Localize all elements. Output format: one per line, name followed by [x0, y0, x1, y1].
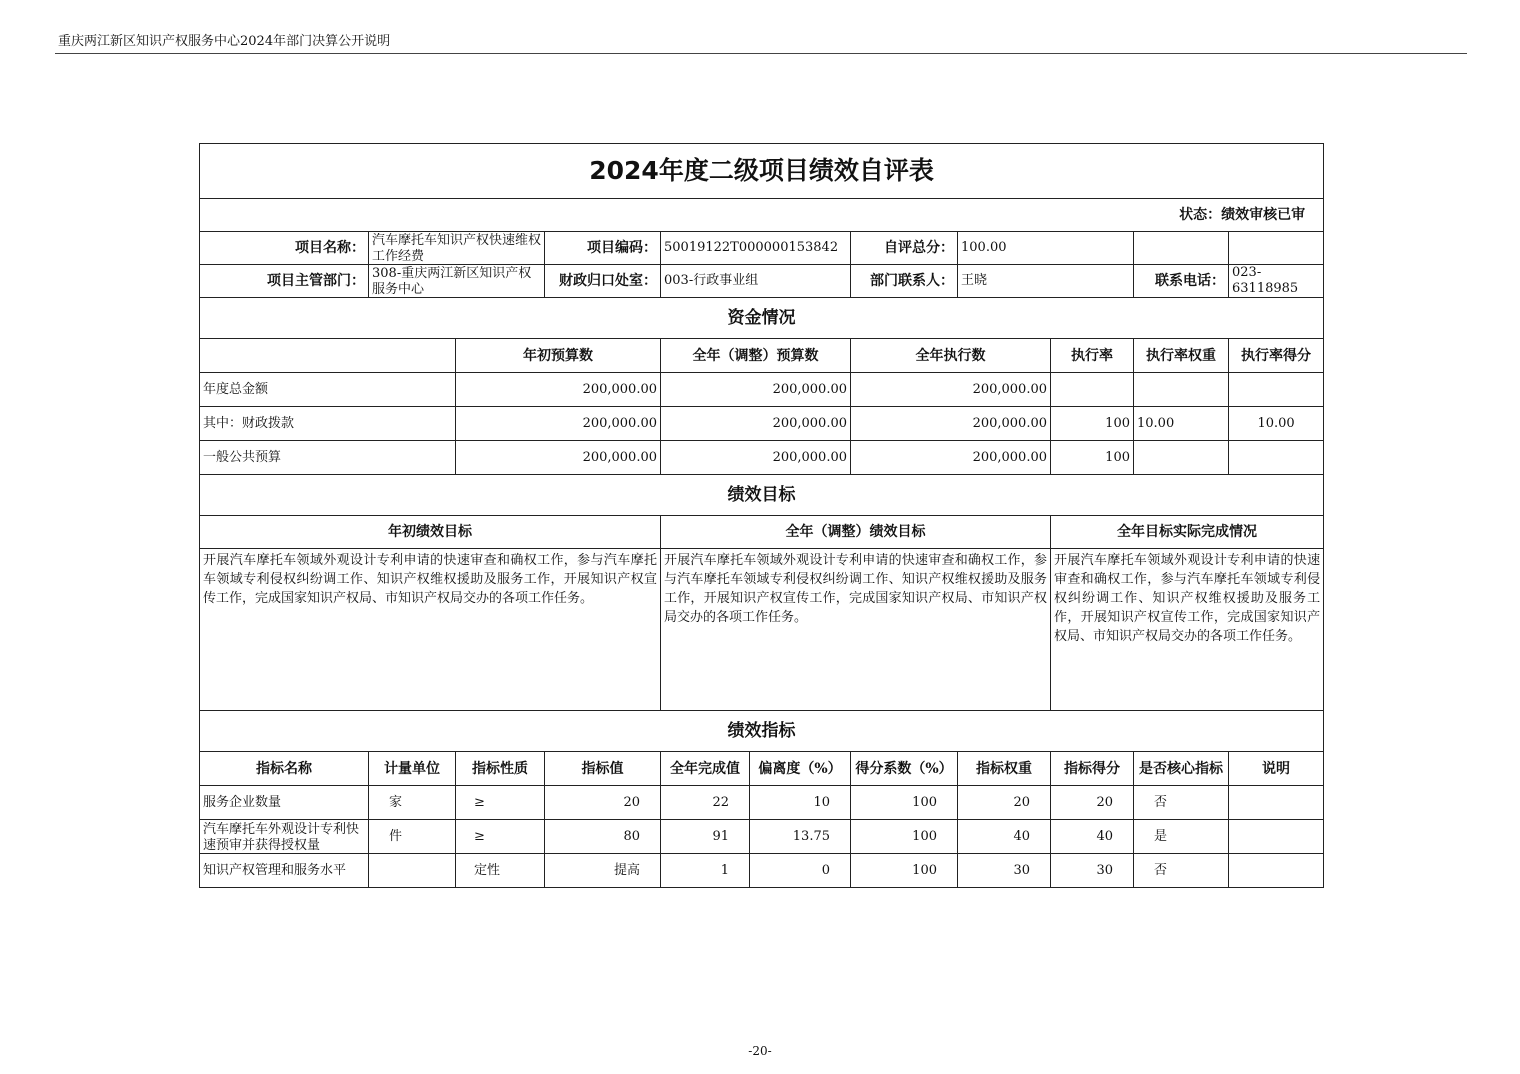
- indicator-target: 提高: [545, 854, 661, 888]
- dept-cell: [369, 265, 545, 298]
- empty-cell: [200, 339, 456, 373]
- indicator-name: 汽车摩托车外观设计专利快速预审并获得授权量: [203, 821, 360, 852]
- table-title: 2024年度二级项目绩效自评表: [200, 144, 1324, 199]
- project-name-cell: [369, 232, 545, 265]
- col-header: 是否核心指标: [1134, 752, 1229, 786]
- col-header: 年初绩效目标: [200, 516, 661, 549]
- empty-cell: [1134, 232, 1229, 265]
- indicators-section-title: 绩效指标: [200, 711, 1324, 752]
- col-header: 指标得分: [1051, 752, 1134, 786]
- indicator-nature: ≥: [456, 820, 545, 854]
- table-row: [200, 854, 1324, 888]
- adjusted-goal-text: 开展汽车摩托车领域外观设计专利申请的快速审查和确权工作，参与汽车摩托车领域专利侵权纠纷调工作、知识产权维权援助及服务工作，开展知识产权宣传工作，完成国家知识产权局、市知识产权局交办的各项工作任务。: [661, 549, 1051, 711]
- col-header: 指标性质: [456, 752, 545, 786]
- indicator-coef: 100: [851, 820, 958, 854]
- header-rule: [55, 53, 1467, 54]
- fund-weight: [1134, 441, 1229, 475]
- indicator-target: 20: [545, 786, 661, 820]
- indicator-core: 否: [1134, 854, 1229, 888]
- col-header: 全年执行数: [851, 339, 1051, 373]
- dept-value: 308-重庆两江新区知识产权服务中心: [372, 266, 532, 296]
- indicator-core: 是: [1134, 820, 1229, 854]
- col-header: 全年目标实际完成情况: [1051, 516, 1324, 549]
- col-header: 全年完成值: [661, 752, 750, 786]
- phone-label: 联系电话：: [1134, 265, 1229, 298]
- indicator-score: 20: [1051, 786, 1134, 820]
- finance-label: 财政归口处室：: [545, 265, 661, 298]
- indicator-unit: 家: [369, 786, 456, 820]
- indicator-name: 知识产权管理和服务水平: [200, 854, 369, 888]
- col-header: 得分系数（%）: [851, 752, 958, 786]
- fund-initial: 200,000.00: [456, 373, 661, 407]
- performance-table: [199, 143, 1324, 888]
- fund-initial: 200,000.00: [456, 407, 661, 441]
- fund-weight: [1134, 373, 1229, 407]
- empty-cell: [1229, 232, 1324, 265]
- indicator-deviation: 10: [750, 786, 851, 820]
- contact-value: 王晓: [958, 265, 1134, 298]
- indicator-coef: 100: [851, 786, 958, 820]
- indicator-core: 否: [1134, 786, 1229, 820]
- col-header: 指标值: [545, 752, 661, 786]
- indicator-target: 80: [545, 820, 661, 854]
- indicator-nature: 定性: [456, 854, 545, 888]
- project-code-label: 项目编码：: [545, 232, 661, 265]
- fund-weight: 10.00: [1134, 407, 1229, 441]
- indicator-deviation: 13.75: [750, 820, 851, 854]
- fund-executed: 200,000.00: [851, 441, 1051, 475]
- indicator-coef: 100: [851, 854, 958, 888]
- col-header: 执行率: [1051, 339, 1134, 373]
- fund-executed: 200,000.00: [851, 373, 1051, 407]
- status-text: 状态：绩效审核已审: [200, 199, 1324, 232]
- page-header: 重庆两江新区知识产权服务中心2024年部门决算公开说明: [58, 34, 391, 49]
- table-row: [200, 373, 1324, 407]
- indicator-weight: 30: [958, 854, 1051, 888]
- indicator-note: [1229, 854, 1324, 888]
- col-header: 年初预算数: [456, 339, 661, 373]
- fund-score: [1229, 441, 1324, 475]
- dept-label: 项目主管部门：: [200, 265, 369, 298]
- fund-rate: 100: [1051, 441, 1134, 475]
- contact-label: 部门联系人：: [851, 265, 958, 298]
- project-code-value: 50019122T000000153842: [661, 232, 851, 265]
- initial-goal-text: 开展汽车摩托车领域外观设计专利申请的快速审查和确权工作，参与汽车摩托车领域专利侵权纠纷调工作、知识产权维权援助及服务工作，开展知识产权宣传工作，完成国家知识产权局、市知识产权局交办的各项工作任务。: [200, 549, 661, 711]
- fund-name: 其中：财政拨款: [200, 407, 456, 441]
- indicator-score: 40: [1051, 820, 1134, 854]
- indicator-deviation: 0: [750, 854, 851, 888]
- col-header: 执行率权重: [1134, 339, 1229, 373]
- fund-adjusted: 200,000.00: [661, 373, 851, 407]
- table-row: [200, 407, 1324, 441]
- goals-section-title: 绩效目标: [200, 475, 1324, 516]
- col-header: 偏离度（%）: [750, 752, 851, 786]
- fund-score: [1229, 373, 1324, 407]
- indicator-note: [1229, 786, 1324, 820]
- indicator-actual: 1: [661, 854, 750, 888]
- table-row: [200, 441, 1324, 475]
- fund-name: 年度总金额: [200, 373, 456, 407]
- funds-section-title: 资金情况: [200, 298, 1324, 339]
- score-value: 100.00: [958, 232, 1134, 265]
- fund-rate: 100: [1051, 407, 1134, 441]
- phone-value: 023-63118985: [1229, 265, 1324, 298]
- table-row: [200, 820, 1324, 854]
- indicator-note: [1229, 820, 1324, 854]
- fund-adjusted: 200,000.00: [661, 407, 851, 441]
- indicator-score: 30: [1051, 854, 1134, 888]
- indicator-unit: 件: [369, 820, 456, 854]
- fund-rate: [1051, 373, 1134, 407]
- fund-adjusted: 200,000.00: [661, 441, 851, 475]
- indicator-nature: ≥: [456, 786, 545, 820]
- fund-executed: 200,000.00: [851, 407, 1051, 441]
- col-header: 全年（调整）绩效目标: [661, 516, 1051, 549]
- finance-value: 003-行政事业组: [661, 265, 851, 298]
- project-name-value: 汽车摩托车知识产权快速维权工作经费: [372, 233, 541, 263]
- indicator-weight: 20: [958, 786, 1051, 820]
- indicator-weight: 40: [958, 820, 1051, 854]
- col-header: 计量单位: [369, 752, 456, 786]
- page-number: -20-: [748, 1044, 772, 1058]
- indicator-unit: [369, 854, 456, 888]
- table-row: [200, 786, 1324, 820]
- fund-score: 10.00: [1229, 407, 1324, 441]
- col-header: 全年（调整）预算数: [661, 339, 851, 373]
- col-header: 指标名称: [200, 752, 369, 786]
- col-header: 说明: [1229, 752, 1324, 786]
- project-name-label: 项目名称：: [200, 232, 369, 265]
- indicator-actual: 22: [661, 786, 750, 820]
- col-header: 执行率得分: [1229, 339, 1324, 373]
- actual-goal-text: 开展汽车摩托车领域外观设计专利申请的快速审查和确权工作，参与汽车摩托车领域专利侵权纠纷调工作、知识产权维权援助及服务工作，开展知识产权宣传工作，完成国家知识产权局、市知识产权局交办的各项工作任务。: [1051, 549, 1324, 711]
- fund-initial: 200,000.00: [456, 441, 661, 475]
- col-header: 指标权重: [958, 752, 1051, 786]
- indicator-actual: 91: [661, 820, 750, 854]
- indicator-name-cell: [200, 820, 369, 854]
- fund-name: 一般公共预算: [200, 441, 456, 475]
- score-label: 自评总分：: [851, 232, 958, 265]
- indicator-name: 服务企业数量: [200, 786, 369, 820]
